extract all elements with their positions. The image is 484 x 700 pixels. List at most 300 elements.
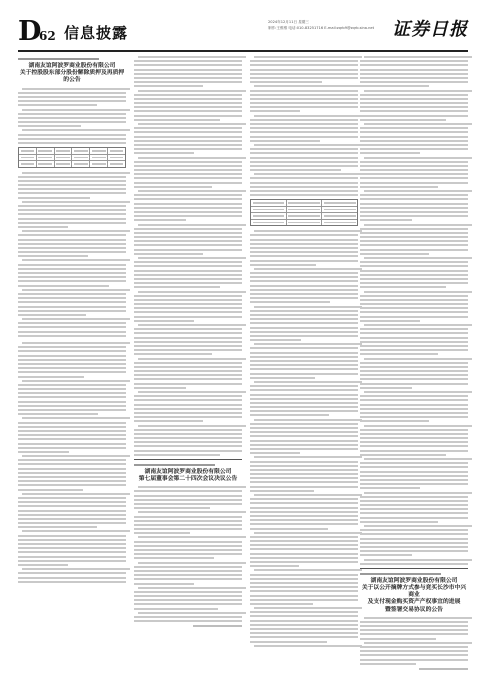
text-line — [250, 106, 358, 108]
text-line — [18, 310, 126, 312]
text-line — [134, 520, 242, 522]
text-line — [138, 56, 246, 58]
text-line — [250, 110, 300, 112]
text-line — [18, 577, 126, 579]
text-line — [360, 450, 468, 452]
text-line — [360, 633, 468, 635]
text-line — [134, 328, 242, 330]
text-line — [18, 188, 126, 190]
text-line — [254, 607, 362, 609]
text-line — [18, 434, 126, 436]
text-line — [250, 611, 358, 613]
text-line — [364, 391, 472, 393]
text-line — [360, 349, 468, 351]
text-line — [250, 373, 358, 375]
text-line — [360, 127, 468, 129]
text-line — [18, 285, 109, 287]
text-line — [360, 496, 468, 498]
text-line — [364, 324, 472, 326]
text-line — [250, 628, 358, 630]
text-line — [138, 123, 246, 125]
table-cell — [55, 148, 73, 154]
text-line — [18, 96, 126, 98]
data-table — [250, 199, 358, 226]
text-line — [250, 590, 358, 592]
page-number: 62 — [39, 29, 56, 43]
text-line — [18, 359, 126, 361]
text-line — [360, 387, 412, 389]
text-line — [138, 291, 246, 293]
text-line — [138, 190, 246, 192]
text-line — [250, 540, 358, 542]
text-line — [18, 422, 126, 424]
text-line — [360, 353, 438, 355]
text-line — [18, 251, 126, 253]
text-line — [138, 536, 246, 538]
text-line — [360, 404, 468, 406]
text-line — [134, 148, 242, 150]
text-line — [134, 620, 242, 622]
text-line — [360, 445, 468, 447]
text-line — [360, 85, 429, 87]
text-line — [134, 608, 218, 610]
text-line — [250, 322, 358, 324]
text-line — [360, 341, 468, 343]
text-line — [360, 265, 468, 267]
text-line — [360, 433, 468, 435]
text-line — [18, 443, 126, 445]
text-line — [134, 454, 220, 456]
text-line — [360, 215, 468, 217]
text-line — [134, 383, 242, 385]
text-line — [360, 504, 468, 506]
text-line — [134, 370, 242, 372]
text-line — [134, 445, 242, 447]
article-title-line: 湖南友谊阿波罗商业股份有限公司 — [370, 577, 458, 584]
stock-code-line — [360, 573, 441, 575]
text-line — [364, 257, 472, 259]
text-line — [254, 532, 362, 534]
table-cell — [251, 220, 287, 226]
text-line — [250, 77, 358, 79]
text-line — [134, 295, 242, 297]
text-line — [250, 490, 314, 492]
column-4 — [360, 56, 468, 672]
text-line — [254, 144, 362, 146]
text-line — [250, 477, 358, 479]
text-line — [250, 119, 358, 121]
text-line — [250, 352, 358, 354]
text-line — [364, 642, 472, 644]
table-cell — [90, 161, 108, 167]
text-line — [360, 654, 468, 656]
text-line — [250, 461, 358, 463]
table-cell — [55, 161, 73, 167]
text-line — [18, 401, 126, 403]
text-line — [360, 483, 468, 485]
text-line — [134, 81, 242, 83]
text-line — [250, 465, 358, 467]
text-line — [360, 441, 468, 443]
text-line — [360, 69, 468, 71]
text-line — [18, 125, 81, 127]
text-line — [18, 497, 126, 499]
text-line — [250, 186, 358, 188]
text-line — [134, 240, 242, 242]
text-line — [360, 295, 468, 297]
text-line — [18, 409, 126, 411]
text-line — [360, 228, 468, 230]
text-line — [360, 378, 468, 380]
text-line — [22, 201, 130, 203]
text-line — [134, 441, 242, 443]
text-line — [18, 438, 126, 440]
text-line — [18, 335, 126, 337]
text-line — [134, 73, 242, 75]
text-line — [134, 152, 194, 154]
text-line — [18, 459, 126, 461]
text-line — [360, 203, 468, 205]
text-line — [18, 264, 126, 266]
text-line — [250, 280, 358, 282]
text-line — [254, 645, 362, 647]
page-header — [18, 14, 468, 52]
text-line — [360, 110, 468, 112]
text-line — [250, 636, 358, 638]
text-line — [18, 535, 126, 537]
text-line — [250, 515, 358, 517]
text-line — [134, 378, 242, 380]
text-line — [18, 100, 126, 102]
text-line — [134, 541, 242, 543]
text-line — [134, 353, 212, 355]
table-cell — [287, 213, 323, 219]
table-cell — [108, 148, 125, 154]
text-line — [254, 494, 362, 496]
text-line — [250, 152, 358, 154]
text-line — [18, 184, 126, 186]
text-line — [360, 366, 468, 368]
column-1 — [18, 56, 126, 585]
text-line — [18, 192, 126, 194]
text-line — [250, 498, 358, 500]
text-line — [360, 98, 468, 100]
text-line — [134, 303, 242, 305]
text-line — [360, 383, 468, 385]
text-line — [360, 533, 468, 535]
text-line — [250, 586, 358, 588]
text-line — [22, 455, 130, 457]
text-line — [360, 311, 468, 313]
table-cell — [19, 148, 37, 154]
text-line — [254, 56, 362, 58]
text-line — [360, 663, 416, 665]
text-line — [364, 525, 472, 527]
text-line — [250, 360, 358, 362]
text-line — [18, 331, 126, 333]
text-line — [254, 85, 362, 87]
text-line — [250, 81, 322, 83]
text-line — [250, 301, 330, 303]
text-line — [250, 632, 358, 634]
text-line — [360, 219, 412, 221]
text-line — [22, 109, 130, 111]
text-line — [18, 505, 126, 507]
text-line — [134, 507, 210, 509]
text-line — [360, 399, 468, 401]
table-cell — [37, 161, 55, 167]
table-cell — [90, 155, 108, 161]
text-line — [364, 291, 472, 293]
text-line — [18, 526, 97, 528]
text-line — [360, 412, 468, 414]
text-line — [250, 507, 358, 509]
text-line — [360, 232, 468, 234]
text-line — [250, 127, 358, 129]
text-line — [250, 331, 358, 333]
text-line — [360, 508, 468, 510]
text-line — [360, 466, 468, 468]
text-line — [18, 272, 126, 274]
text-line — [360, 198, 468, 200]
newspaper-masthead: 证券日报 — [392, 19, 468, 40]
text-line — [250, 314, 358, 316]
text-line — [22, 530, 130, 532]
text-line — [138, 157, 246, 159]
text-line — [250, 624, 358, 626]
issue-date: 2024年12月11日 星期三 — [268, 20, 309, 24]
text-line — [22, 380, 130, 382]
text-line — [134, 532, 190, 534]
text-line — [250, 272, 358, 274]
table-row — [19, 161, 125, 167]
text-line — [134, 198, 242, 200]
text-line — [250, 148, 358, 150]
text-line — [250, 339, 301, 341]
text-line — [18, 564, 68, 566]
table-cell — [72, 161, 90, 167]
text-line — [134, 307, 242, 309]
text-line — [364, 123, 472, 125]
text-line — [250, 94, 358, 96]
text-line — [250, 356, 358, 358]
text-line — [18, 426, 126, 428]
text-line — [360, 286, 446, 288]
text-line — [18, 367, 126, 369]
text-line — [360, 374, 468, 376]
section-title: 信息披露 — [64, 24, 129, 42]
table-cell — [72, 155, 90, 161]
text-line — [250, 615, 358, 617]
table-cell — [251, 213, 287, 219]
text-line — [18, 306, 126, 308]
text-line — [250, 502, 358, 504]
table-row — [251, 220, 357, 226]
text-line — [250, 565, 299, 567]
text-line — [360, 161, 468, 163]
text-line — [250, 69, 358, 71]
article-title — [18, 63, 126, 85]
text-line — [134, 60, 242, 62]
text-line — [250, 297, 358, 299]
text-line — [250, 519, 358, 521]
text-line — [360, 169, 468, 171]
text-line — [22, 342, 130, 344]
text-line — [22, 493, 130, 495]
text-line — [250, 389, 358, 391]
text-line — [250, 599, 358, 601]
text-line — [360, 345, 468, 347]
text-line — [18, 363, 126, 365]
text-line — [134, 332, 242, 334]
text-line — [134, 236, 242, 238]
table-cell — [37, 155, 55, 161]
text-line — [134, 194, 242, 196]
text-line — [18, 113, 126, 115]
text-line — [18, 547, 126, 549]
text-line — [134, 566, 242, 568]
text-line — [250, 98, 358, 100]
text-line — [250, 276, 358, 278]
text-line — [138, 587, 246, 589]
text-line — [22, 318, 130, 320]
text-line — [18, 392, 126, 394]
text-line — [360, 546, 468, 548]
text-line — [250, 481, 358, 483]
text-line — [360, 282, 468, 284]
text-line — [250, 440, 358, 442]
text-line — [18, 556, 126, 558]
signature-line — [193, 625, 242, 627]
text-line — [360, 182, 468, 184]
text-line — [360, 173, 468, 175]
text-line — [134, 131, 242, 133]
text-line — [134, 64, 242, 66]
text-line — [360, 278, 468, 280]
text-line — [134, 528, 242, 530]
text-line — [18, 301, 126, 303]
text-line — [134, 416, 242, 418]
text-line — [250, 234, 358, 236]
text-line — [364, 559, 472, 561]
text-line — [360, 274, 468, 276]
table-cell — [19, 155, 37, 161]
text-line — [18, 472, 126, 474]
text-line — [18, 293, 126, 295]
text-line — [254, 456, 362, 458]
text-line — [360, 131, 468, 133]
text-line — [18, 213, 126, 215]
article-divider — [134, 459, 242, 460]
text-line — [134, 165, 242, 167]
article-title-line: 关于以公开摘牌方式参与竞买长沙市中兴商业 — [361, 584, 467, 599]
text-line — [134, 420, 203, 422]
text-line — [134, 399, 242, 401]
text-line — [250, 194, 358, 196]
text-line — [134, 169, 242, 171]
text-line — [250, 394, 358, 396]
text-line — [18, 239, 126, 241]
text-line — [250, 318, 358, 320]
text-line — [360, 554, 412, 556]
text-line — [18, 350, 126, 352]
text-line — [250, 368, 358, 370]
text-line — [18, 518, 126, 520]
text-line — [250, 131, 358, 133]
text-line — [360, 500, 468, 502]
text-line — [134, 320, 194, 322]
text-line — [250, 247, 358, 249]
article-title-line: 第七届董事会第二十四次会议决议公告 — [138, 476, 238, 483]
text-line — [250, 140, 320, 142]
text-line — [138, 90, 246, 92]
text-line — [22, 417, 130, 419]
table-cell — [287, 200, 323, 206]
text-line — [254, 343, 362, 345]
text-line — [360, 94, 468, 96]
text-line — [18, 405, 126, 407]
text-line — [134, 270, 242, 272]
text-line — [360, 646, 468, 648]
text-line — [364, 425, 472, 427]
text-line — [250, 251, 358, 253]
text-line — [134, 433, 242, 435]
text-line — [254, 569, 362, 571]
table-cell — [108, 155, 125, 161]
text-line — [18, 447, 126, 449]
text-line — [360, 207, 468, 209]
text-line — [134, 299, 242, 301]
text-line — [134, 362, 242, 364]
text-line — [360, 550, 468, 552]
text-line — [134, 177, 242, 179]
text-line — [18, 468, 126, 470]
text-line — [360, 337, 468, 339]
text-line — [18, 104, 97, 106]
text-line — [360, 332, 468, 334]
text-line — [254, 230, 362, 232]
text-line — [134, 412, 242, 414]
text-line — [360, 395, 468, 397]
text-line — [250, 264, 316, 266]
text-line — [134, 429, 242, 431]
text-line — [250, 578, 358, 580]
table-cell — [322, 213, 357, 219]
text-line — [134, 341, 242, 343]
text-line — [22, 259, 130, 261]
text-line — [250, 293, 358, 295]
text-line — [364, 492, 472, 494]
text-line — [250, 102, 358, 104]
text-line — [250, 327, 358, 329]
text-line — [18, 489, 83, 491]
text-line — [360, 437, 468, 439]
text-line — [254, 306, 362, 308]
text-line — [360, 521, 438, 523]
editor-contact: 制作:王维维 电话:010-83251716 E-mail:zqrb9@zqrb.sina.net — [268, 26, 375, 30]
text-line — [134, 404, 242, 406]
text-line — [138, 511, 246, 513]
text-line — [138, 324, 246, 326]
text-line — [18, 413, 98, 415]
text-line — [360, 303, 468, 305]
text-line — [18, 234, 126, 236]
text-line — [138, 358, 246, 360]
text-line — [360, 362, 468, 364]
text-line — [18, 180, 126, 182]
text-line — [18, 117, 126, 119]
text-line — [250, 536, 358, 538]
